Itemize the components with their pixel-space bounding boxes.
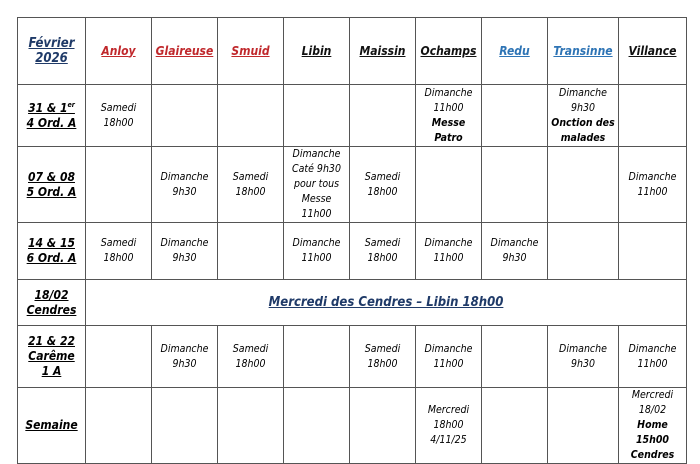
empty-cell [548,147,619,223]
mass-cell [284,223,350,280]
mass-time: 11h00 [301,252,332,264]
month-header [18,18,86,85]
date-cell [18,223,86,280]
mass-day: Samedi [364,170,401,183]
empty-cell [482,147,548,223]
mass-note: Home 15h00 [635,419,670,446]
mass-day: Dimanche [490,237,539,249]
empty-cell [548,223,619,280]
mass-time: 18h00 [235,357,266,370]
mass-day: Samedi [100,101,137,114]
mass-time: 9h30 [172,185,197,198]
parish-header-villance: Villance [619,18,687,85]
schedule-row-ash-wednesday [18,280,687,326]
mass-cell [152,223,218,280]
date-line: 1 A [41,364,62,378]
mass-cell [284,147,350,223]
empty-cell [619,85,687,147]
date-cell [18,326,86,388]
mass-day: Dimanche [292,237,341,249]
mass-day: Dimanche [628,170,677,183]
mass-day: Samedi [364,237,401,249]
date-cell [18,280,86,326]
mass-cell [152,326,218,388]
mass-day: Dimanche [559,342,607,355]
mass-cell [152,147,218,223]
date-cell [18,147,86,223]
mass-note: 4/11/25 [430,434,467,446]
mass-day: Mercredi [427,404,470,416]
mass-cell [416,223,482,280]
date-line: Cendres [26,302,77,317]
date-cell [18,85,86,147]
mass-day: Dimanche [160,342,209,355]
empty-cell [218,223,284,280]
mass-note: malades [560,131,606,144]
parish-header-libin: Libin [284,18,350,85]
mass-cell [619,326,687,388]
mass-time: 9h30 [570,357,595,370]
empty-cell [152,85,218,147]
empty-cell [482,326,548,388]
date-line: Carême [28,349,75,363]
mass-time: 18h00 [103,116,134,129]
mass-cell [619,388,687,464]
date-line: 6 Ord. A [26,251,77,265]
parish-header-maissin: Maissin [350,18,416,85]
schedule-row-2 [18,147,687,223]
ash-wednesday-banner: Mercredi des Cendres – Libin 18h00 [86,280,687,326]
mass-note: pour tous [293,178,340,190]
header-row [18,18,687,85]
mass-day: Samedi [232,170,269,183]
mass-time: 18h00 [367,185,398,198]
mass-day: Samedi [232,342,269,355]
empty-cell [482,388,548,464]
mass-time: 11h00 [637,185,668,198]
mass-time: 18h00 [433,419,464,431]
empty-cell [482,85,548,147]
mass-day: Dimanche [424,86,473,99]
mass-day: Samedi [364,342,401,355]
mass-cell [86,223,152,280]
mass-time: Caté 9h30 [292,163,341,175]
mass-time: 9h30 [172,357,197,370]
mass-cell [416,388,482,464]
empty-cell [619,223,687,280]
empty-cell [284,85,350,147]
mass-time: 18h00 [103,252,134,264]
mass-cell [86,85,152,147]
date-line: 18/02 [34,287,69,302]
empty-cell [548,388,619,464]
mass-cell [350,147,416,223]
schedule-row-1 [18,85,687,147]
mass-time: 18h00 [367,252,398,264]
mass-note: Onction des [551,116,615,129]
mass-cell [482,223,548,280]
mass-day: Mercredi [631,389,674,401]
parish-header-redu: Redu [482,18,548,85]
mass-cell [416,326,482,388]
mass-time: 9h30 [570,101,595,114]
mass-time: 18h00 [235,185,266,198]
empty-cell [350,388,416,464]
year-label: 2026 [35,51,68,66]
date-cell [18,388,86,464]
parish-header-ochamps: Ochamps [416,18,482,85]
empty-cell [218,85,284,147]
date-line: 14 & 15 [28,236,75,250]
empty-cell [284,326,350,388]
date-line: 4 Ord. A [26,115,77,130]
mass-time: 11h00 [433,101,464,114]
parish-header-transinne: Transinne [548,18,619,85]
mass-cell [350,326,416,388]
date-line: Semaine [25,418,78,432]
empty-cell [416,147,482,223]
empty-cell [86,147,152,223]
mass-day: Dimanche [424,237,473,249]
mass-cell [416,85,482,147]
date-line: 07 & 08 [28,169,75,184]
schedule-row-week [18,388,687,464]
mass-day: Dimanche [628,342,677,355]
empty-cell [218,388,284,464]
mass-cell [548,85,619,147]
mass-day: Dimanche [559,86,607,99]
mass-day: Dimanche [424,342,473,355]
date-superscript: er [67,100,75,109]
mass-day: Dimanche [160,170,209,183]
empty-cell [284,388,350,464]
empty-cell [350,85,416,147]
parish-header-smuid: Smuid [218,18,284,85]
parish-header-anloy: Anloy [86,18,152,85]
mass-time: 11h00 [637,357,668,370]
date-line: 5 Ord. A [26,184,77,199]
mass-cell [218,326,284,388]
empty-cell [86,388,152,464]
mass-time: 9h30 [502,252,527,264]
schedule-row-3 [18,223,687,280]
mass-note: Messe 11h00 [301,193,332,220]
mass-cell [350,223,416,280]
mass-note: Messe Patro [431,116,466,144]
mass-cell [619,147,687,223]
schedule-row-4 [18,326,687,388]
mass-day: Samedi [100,237,137,249]
mass-day: Dimanche [160,237,209,249]
parish-header-glaireuse: Glaireuse [152,18,218,85]
mass-note: Cendres [630,449,675,461]
mass-time: 9h30 [172,252,197,264]
mass-cell [218,147,284,223]
date-line: 31 & 1 [28,100,68,115]
mass-day: Dimanche [292,148,341,160]
mass-time: 11h00 [433,357,464,370]
empty-cell [86,326,152,388]
mass-schedule-table [17,17,687,464]
mass-time: 18/02 [638,404,667,416]
mass-cell [548,326,619,388]
mass-time: 18h00 [367,357,398,370]
date-line: 21 & 22 [28,334,75,348]
month-label: Février [28,36,75,51]
mass-time: 11h00 [433,252,464,264]
empty-cell [152,388,218,464]
